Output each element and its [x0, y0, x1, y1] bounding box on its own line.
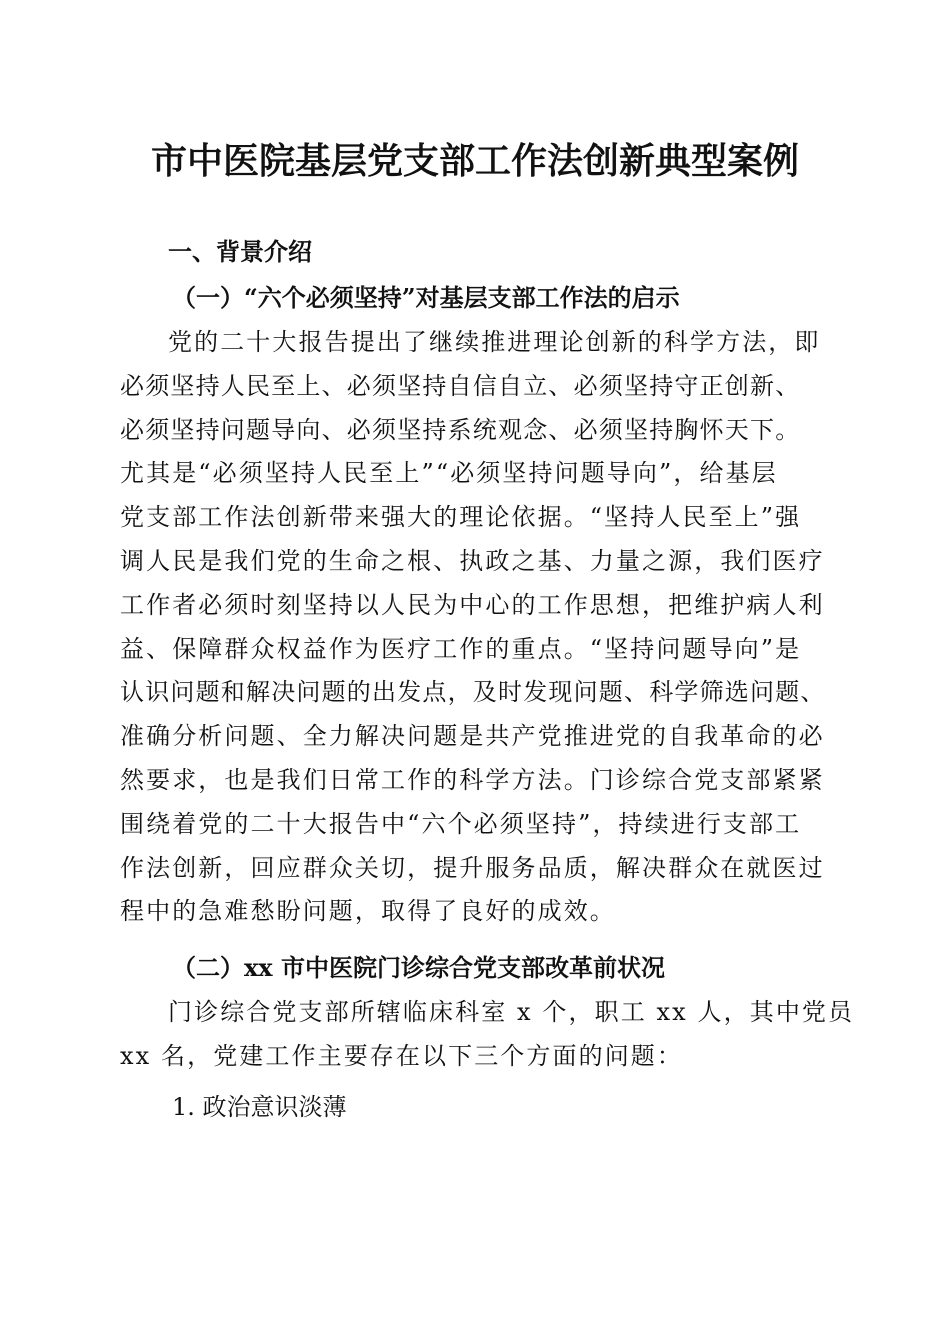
paragraph-line: 调人民是我们党的生命之根、执政之基、力量之源，我们医疗 — [120, 546, 825, 575]
paragraph-line: 工作者必须时刻坚持以人民为中心的工作思想，把维护病人利 — [120, 590, 825, 619]
paragraph-line: 然要求，也是我们日常工作的科学方法。门诊综合党支部紧紧 — [120, 765, 825, 794]
section-heading-background: 一、背景介绍 — [168, 238, 312, 266]
paragraph-pre-reform-status — [120, 991, 855, 1079]
paragraph-line: 程中的急难愁盼问题，取得了良好的成效。 — [120, 897, 616, 926]
paragraph-line: 准确分析问题、全力解决问题是共产党推进党的自我革命的必 — [120, 722, 825, 751]
document-title: 市中医院基层党支部工作法创新典型案例 — [150, 140, 799, 182]
paragraph-line: 尤其是“必须坚持人民至上”“必须坚持问题导向”，给基层 — [120, 459, 778, 488]
subsection-heading-six-musts: （一）“六个必须坚持”对基层支部工作法的启示 — [172, 283, 680, 312]
paragraph-line: 党的二十大报告提出了继续推进理论创新的科学方法，即 — [168, 328, 821, 356]
list-item-political-awareness: 1. 政治意识淡薄 — [172, 1093, 347, 1121]
paragraph-line: 益、保障群众权益作为医疗工作的重点。“坚持问题导向”是 — [120, 634, 802, 663]
paragraph-line: 必须坚持人民至上、必须坚持自信自立、必须坚持守正创新、 — [120, 371, 801, 400]
paragraph-line: xx 名，党建工作主要存在以下三个方面的问题： — [120, 1041, 683, 1070]
paragraph-six-musts — [120, 321, 840, 934]
paragraph-line: 门诊综合党支部所辖临床科室 x 个，职工 xx 人，其中党员 — [168, 998, 855, 1026]
paragraph-line: 作法创新，回应群众关切，提升服务品质，解决群众在就医过 — [120, 853, 825, 882]
paragraph-line: 认识问题和解决问题的出发点，及时发现问题、科学筛选问题、 — [120, 678, 826, 707]
subsection-heading-pre-reform-status: （二）xx 市中医院门诊综合党支部改革前状况 — [172, 953, 665, 982]
paragraph-line: 围绕着党的二十大报告中“六个必须坚持”，持续进行支部工 — [120, 809, 802, 838]
paragraph-line: 必须坚持问题导向、必须坚持系统观念、必须坚持胸怀天下。 — [120, 415, 801, 444]
paragraph-line: 党支部工作法创新带来强大的理论依据。“坚持人民至上”强 — [120, 503, 802, 532]
